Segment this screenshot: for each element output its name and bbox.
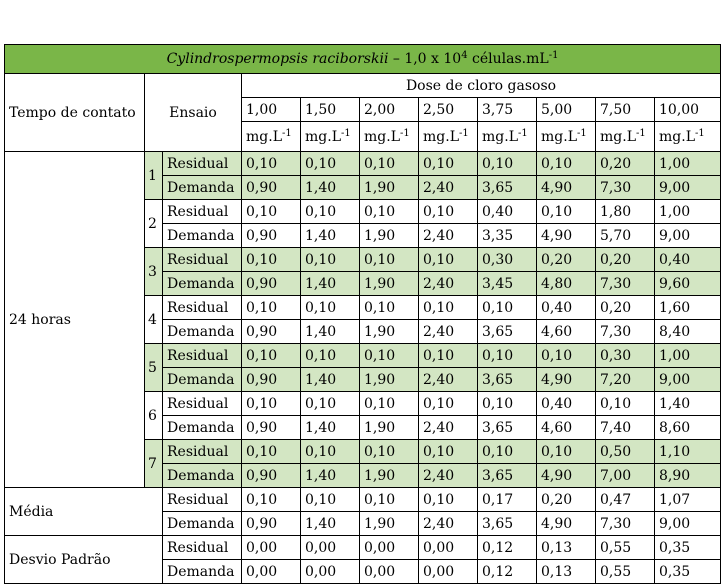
dose-unit-exponent: -1 [281, 127, 292, 139]
dose-unit: mg.L [246, 128, 282, 145]
value-cell: 0,13 [537, 536, 596, 560]
value-cell: 1,90 [360, 176, 419, 200]
dose-value-cell: 1,50 [301, 98, 360, 122]
value-cell: 0,10 [419, 488, 478, 512]
dose-unit-exponent: -1 [517, 127, 528, 139]
value-cell: 0,00 [360, 560, 419, 584]
dose-unit-cell [537, 122, 596, 152]
value-cell: 0,20 [537, 248, 596, 272]
value-cell: 1,90 [360, 320, 419, 344]
value-cell: 1,07 [655, 488, 721, 512]
value-cell: 0,17 [478, 488, 537, 512]
dose-unit-exponent: -1 [694, 127, 705, 139]
dose-unit: mg.L [364, 128, 400, 145]
value-cell: 0,10 [301, 392, 360, 416]
contact-time-cell: 24 horas [5, 152, 145, 488]
value-cell: 0,12 [478, 536, 537, 560]
title-unit: células.mL [467, 51, 549, 67]
header-row-dose-title [5, 74, 721, 98]
dose-value-cell: 1,00 [242, 98, 301, 122]
value-cell: 7,30 [596, 320, 655, 344]
measure-type-cell: Demanda [163, 224, 242, 248]
title-exponent: 4 [461, 50, 468, 61]
dose-unit: mg.L [659, 128, 695, 145]
measure-type-cell: Demanda [163, 368, 242, 392]
value-cell: 4,90 [537, 368, 596, 392]
value-cell: 2,40 [419, 176, 478, 200]
measure-type-cell: Demanda [163, 416, 242, 440]
value-cell: 0,10 [301, 344, 360, 368]
value-cell: 1,80 [596, 200, 655, 224]
value-cell: 0,40 [478, 200, 537, 224]
measure-type-cell: Residual [163, 200, 242, 224]
value-cell: 0,00 [419, 536, 478, 560]
value-cell: 0,10 [419, 200, 478, 224]
dose-unit-exponent: -1 [340, 127, 351, 139]
value-cell: 0,10 [360, 488, 419, 512]
dose-unit-cell [360, 122, 419, 152]
dose-unit: mg.L [423, 128, 459, 145]
value-cell: 0,00 [301, 560, 360, 584]
measure-type-cell: Demanda [163, 176, 242, 200]
value-cell: 4,60 [537, 416, 596, 440]
value-cell: 0,20 [596, 296, 655, 320]
value-cell: 0,10 [478, 344, 537, 368]
value-cell: 0,10 [242, 200, 301, 224]
value-cell: 0,10 [537, 200, 596, 224]
value-cell: 4,90 [537, 512, 596, 536]
dose-unit-cell [478, 122, 537, 152]
value-cell: 7,00 [596, 464, 655, 488]
measure-type-cell: Residual [163, 152, 242, 176]
value-cell: 0,00 [242, 536, 301, 560]
value-cell: 3,45 [478, 272, 537, 296]
value-cell: 3,65 [478, 464, 537, 488]
value-cell: 0,90 [242, 272, 301, 296]
value-cell: 0,40 [537, 296, 596, 320]
value-cell: 0,00 [242, 560, 301, 584]
value-cell: 0,50 [596, 440, 655, 464]
value-cell: 0,10 [360, 392, 419, 416]
value-cell: 0,00 [360, 536, 419, 560]
value-cell: 2,40 [419, 464, 478, 488]
dose-unit-cell [419, 122, 478, 152]
value-cell: 1,00 [655, 344, 721, 368]
measure-type-cell: Residual [163, 296, 242, 320]
value-cell: 8,60 [655, 416, 721, 440]
value-cell: 2,40 [419, 512, 478, 536]
value-cell: 0,55 [596, 536, 655, 560]
measure-type-cell: Demanda [163, 320, 242, 344]
value-cell: 0,20 [537, 488, 596, 512]
dose-unit-cell [655, 122, 721, 152]
value-cell: 0,10 [419, 392, 478, 416]
value-cell: 0,10 [419, 440, 478, 464]
value-cell: 2,40 [419, 272, 478, 296]
value-cell: 9,00 [655, 368, 721, 392]
value-cell: 0,10 [360, 344, 419, 368]
value-cell: 1,90 [360, 464, 419, 488]
value-cell: 3,65 [478, 176, 537, 200]
value-cell: 7,20 [596, 368, 655, 392]
title-concentration: – 1,0 x 10 [388, 51, 462, 67]
value-cell: 4,90 [537, 464, 596, 488]
dose-unit: mg.L [482, 128, 518, 145]
dose-unit: mg.L [600, 128, 636, 145]
value-cell: 2,40 [419, 368, 478, 392]
value-cell: 0,90 [242, 176, 301, 200]
dose-unit-exponent: -1 [399, 127, 410, 139]
value-cell: 0,10 [360, 440, 419, 464]
value-cell: 0,10 [360, 152, 419, 176]
value-cell: 0,35 [655, 536, 721, 560]
value-cell: 0,10 [419, 152, 478, 176]
trial-number-cell: 1 [145, 152, 163, 200]
value-cell: 0,30 [478, 248, 537, 272]
table-row [5, 536, 721, 560]
value-cell: 0,10 [301, 200, 360, 224]
value-cell: 4,90 [537, 224, 596, 248]
value-cell: 3,65 [478, 512, 537, 536]
value-cell: 0,10 [478, 440, 537, 464]
dose-unit-cell [596, 122, 655, 152]
value-cell: 0,10 [242, 392, 301, 416]
value-cell: 1,40 [301, 464, 360, 488]
title-species: Cylindrospermopsis raciborskii [166, 51, 389, 67]
value-cell: 0,30 [596, 344, 655, 368]
dose-group-header: Dose de cloro gasoso [242, 74, 721, 98]
value-cell: 0,10 [301, 152, 360, 176]
dose-value-cell: 7,50 [596, 98, 655, 122]
table-row [5, 152, 721, 176]
value-cell: 1,40 [301, 272, 360, 296]
value-cell: 0,55 [596, 560, 655, 584]
value-cell: 1,40 [301, 224, 360, 248]
value-cell: 0,10 [242, 344, 301, 368]
dose-value-cell: 2,00 [360, 98, 419, 122]
value-cell: 7,30 [596, 512, 655, 536]
value-cell: 8,40 [655, 320, 721, 344]
value-cell: 4,60 [537, 320, 596, 344]
value-cell: 5,70 [596, 224, 655, 248]
dose-unit: mg.L [305, 128, 341, 145]
value-cell: 1,40 [301, 320, 360, 344]
dose-unit: mg.L [541, 128, 577, 145]
measure-type-cell: Residual [163, 392, 242, 416]
value-cell: 0,10 [242, 440, 301, 464]
measure-type-cell: Demanda [163, 464, 242, 488]
value-cell: 0,40 [537, 392, 596, 416]
value-cell: 3,65 [478, 368, 537, 392]
title-unit-exponent: -1 [548, 50, 559, 61]
trial-header: Ensaio [145, 74, 242, 152]
value-cell: 0,00 [419, 560, 478, 584]
summary-label-cell: Média [5, 488, 163, 536]
table-header [5, 45, 721, 152]
value-cell: 1,10 [655, 440, 721, 464]
value-cell: 0,10 [242, 296, 301, 320]
table-row [5, 488, 721, 512]
results-table [4, 44, 721, 584]
value-cell: 9,60 [655, 272, 721, 296]
measure-type-cell: Residual [163, 440, 242, 464]
value-cell: 0,90 [242, 464, 301, 488]
value-cell: 1,90 [360, 272, 419, 296]
measure-type-cell: Residual [163, 248, 242, 272]
value-cell: 3,65 [478, 320, 537, 344]
value-cell: 0,10 [537, 344, 596, 368]
value-cell: 0,20 [596, 248, 655, 272]
dose-value-cell: 10,00 [655, 98, 721, 122]
measure-type-cell: Residual [163, 536, 242, 560]
value-cell: 4,80 [537, 272, 596, 296]
value-cell: 1,40 [301, 368, 360, 392]
value-cell: 0,90 [242, 512, 301, 536]
dose-unit-exponent: -1 [576, 127, 587, 139]
value-cell: 0,90 [242, 320, 301, 344]
value-cell: 1,00 [655, 200, 721, 224]
value-cell: 1,90 [360, 368, 419, 392]
summary-label-cell: Desvio Padrão [5, 536, 163, 584]
value-cell: 0,10 [242, 488, 301, 512]
value-cell: 1,90 [360, 416, 419, 440]
value-cell: 0,10 [301, 440, 360, 464]
trial-number-cell: 7 [145, 440, 163, 488]
value-cell: 1,40 [655, 392, 721, 416]
value-cell: 1,40 [301, 176, 360, 200]
value-cell: 0,10 [596, 392, 655, 416]
value-cell: 0,10 [242, 248, 301, 272]
value-cell: 1,40 [301, 416, 360, 440]
value-cell: 0,90 [242, 224, 301, 248]
value-cell: 0,10 [301, 296, 360, 320]
value-cell: 0,10 [478, 392, 537, 416]
value-cell: 0,10 [360, 296, 419, 320]
value-cell: 0,47 [596, 488, 655, 512]
value-cell: 0,90 [242, 368, 301, 392]
trial-number-cell: 4 [145, 296, 163, 344]
value-cell: 0,13 [537, 560, 596, 584]
contact-time-header: Tempo de contato [5, 74, 145, 152]
value-cell: 0,10 [419, 248, 478, 272]
value-cell: 0,10 [537, 440, 596, 464]
value-cell: 0,90 [242, 416, 301, 440]
value-cell: 9,00 [655, 176, 721, 200]
title-row [5, 45, 721, 74]
value-cell: 0,00 [301, 536, 360, 560]
measure-type-cell: Residual [163, 488, 242, 512]
value-cell: 0,20 [596, 152, 655, 176]
measure-type-cell: Demanda [163, 560, 242, 584]
value-cell: 2,40 [419, 224, 478, 248]
value-cell: 3,35 [478, 224, 537, 248]
trial-number-cell: 5 [145, 344, 163, 392]
value-cell: 1,90 [360, 224, 419, 248]
dose-value-cell: 5,00 [537, 98, 596, 122]
value-cell: 0,10 [360, 248, 419, 272]
dose-unit-exponent: -1 [458, 127, 469, 139]
measure-type-cell: Demanda [163, 272, 242, 296]
value-cell: 8,90 [655, 464, 721, 488]
table-title [5, 45, 721, 74]
value-cell: 0,10 [419, 344, 478, 368]
trial-number-cell: 6 [145, 392, 163, 440]
value-cell: 1,40 [301, 512, 360, 536]
value-cell: 0,10 [301, 488, 360, 512]
value-cell: 0,12 [478, 560, 537, 584]
measure-type-cell: Demanda [163, 512, 242, 536]
value-cell: 0,10 [478, 152, 537, 176]
dose-unit-exponent: -1 [635, 127, 646, 139]
trial-number-cell: 2 [145, 200, 163, 248]
value-cell: 4,90 [537, 176, 596, 200]
value-cell: 0,40 [655, 248, 721, 272]
value-cell: 9,00 [655, 512, 721, 536]
value-cell: 0,10 [301, 248, 360, 272]
value-cell: 0,10 [537, 152, 596, 176]
value-cell: 7,30 [596, 176, 655, 200]
value-cell: 0,10 [419, 296, 478, 320]
value-cell: 0,10 [242, 152, 301, 176]
value-cell: 1,00 [655, 152, 721, 176]
value-cell: 7,30 [596, 272, 655, 296]
measure-type-cell: Residual [163, 344, 242, 368]
dose-value-cell: 3,75 [478, 98, 537, 122]
value-cell: 2,40 [419, 320, 478, 344]
value-cell: 1,90 [360, 512, 419, 536]
value-cell: 3,65 [478, 416, 537, 440]
dose-value-cell: 2,50 [419, 98, 478, 122]
value-cell: 0,35 [655, 560, 721, 584]
dose-unit-cell [301, 122, 360, 152]
value-cell: 9,00 [655, 224, 721, 248]
value-cell: 0,10 [478, 296, 537, 320]
dose-unit-cell [242, 122, 301, 152]
trial-number-cell: 3 [145, 248, 163, 296]
table-body [5, 152, 721, 584]
value-cell: 1,60 [655, 296, 721, 320]
value-cell: 0,10 [360, 200, 419, 224]
value-cell: 7,40 [596, 416, 655, 440]
value-cell: 2,40 [419, 416, 478, 440]
